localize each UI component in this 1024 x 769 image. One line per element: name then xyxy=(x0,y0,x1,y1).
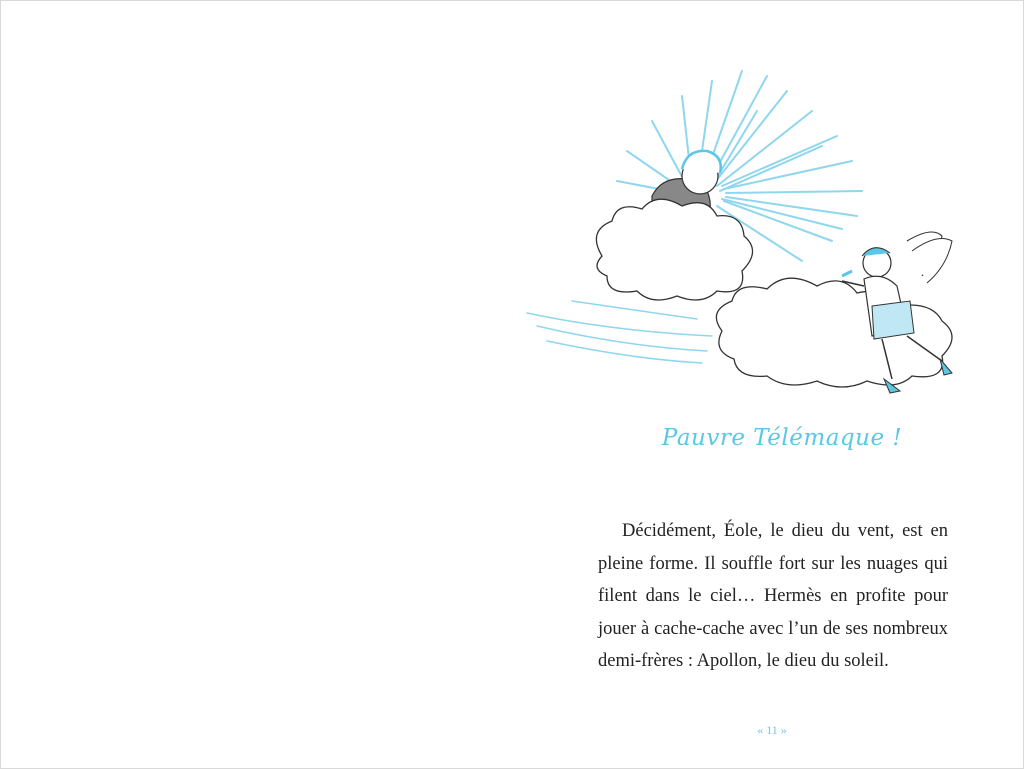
illustration-apollo-hermes-clouds xyxy=(512,1,1023,411)
right-page xyxy=(512,1,1023,768)
body-paragraph: Décidément, Éole, le dieu du vent, est en pleine forme. Il souffle fort sur les nuages qui filent dans le ciel… Hermès en profite pour jouer à cache-cache avec l’un de ses nombreux demi-frères : Apollon, le dieu du soleil. xyxy=(598,521,948,671)
page-number: « 11 » xyxy=(757,723,787,737)
wind-lines xyxy=(527,301,712,363)
cloud-right xyxy=(716,278,952,387)
left-page-blank xyxy=(1,1,512,768)
chapter-title: Pauvre Télémaque ! xyxy=(661,425,903,451)
